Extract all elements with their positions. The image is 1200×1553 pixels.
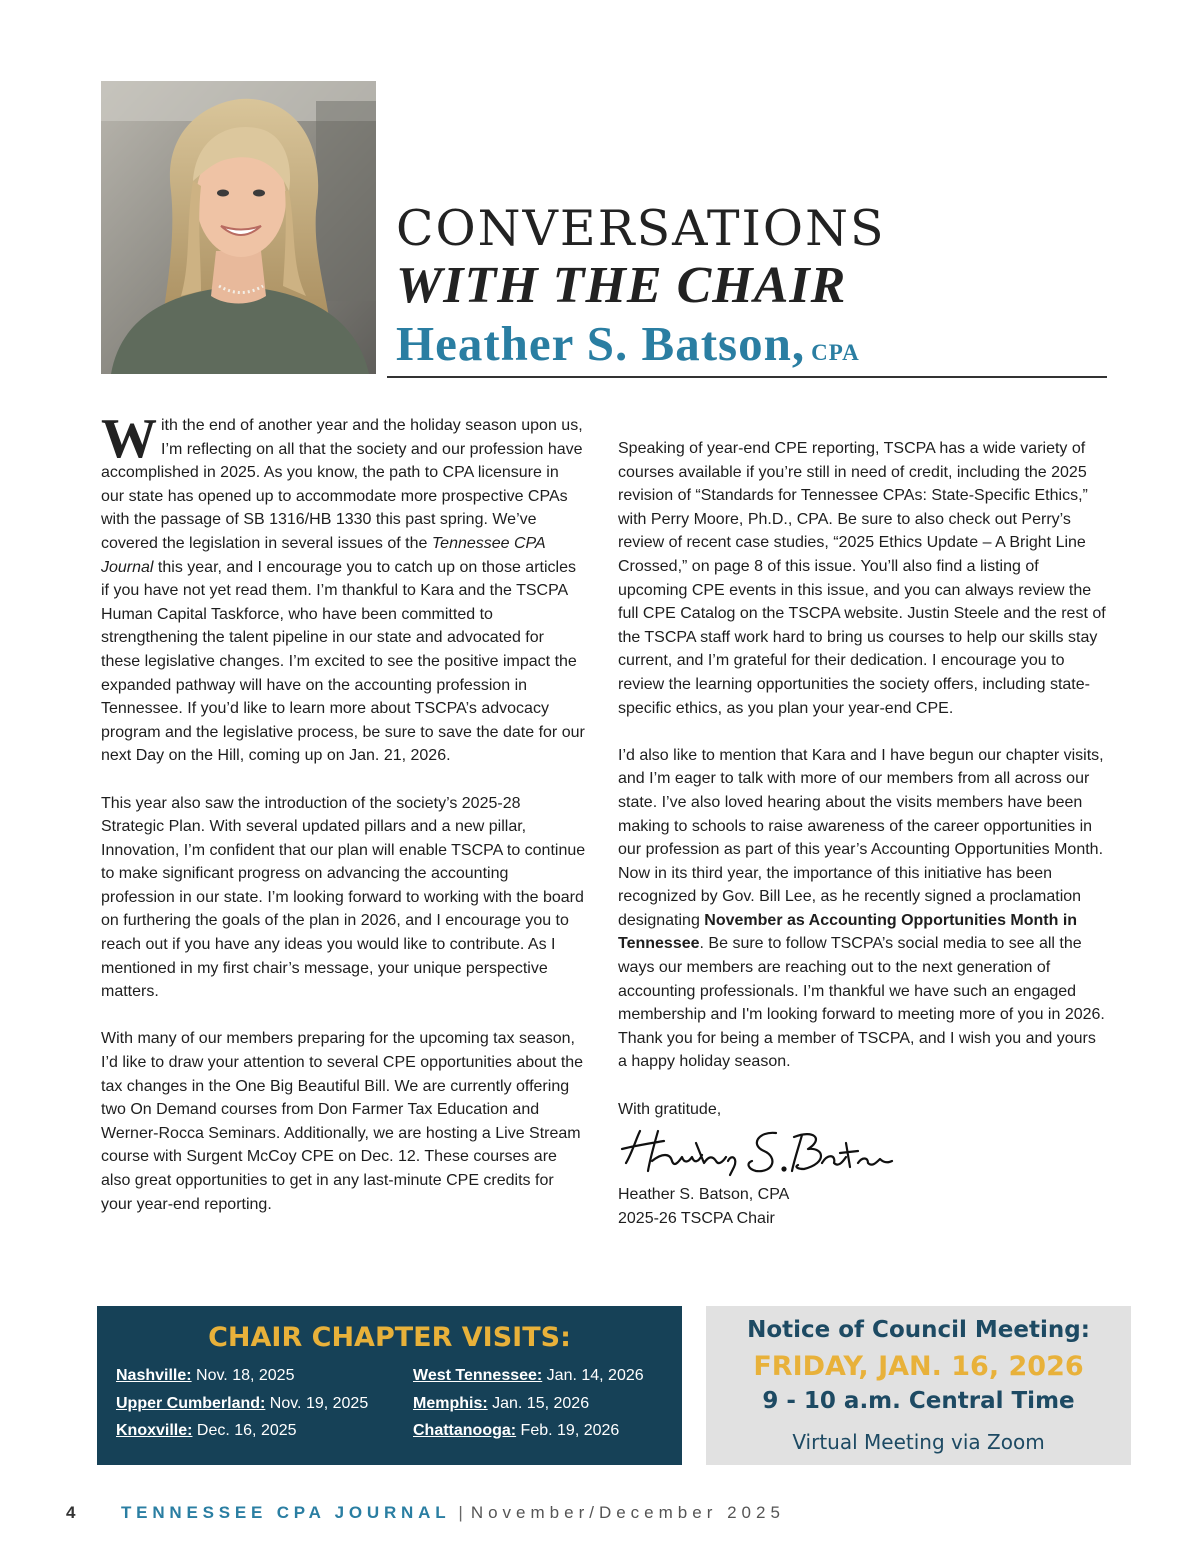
paragraph-1-text-a: ith the end of another year and the holiday season upon us, I’m reflecting on all that the society and our profession have accomplished in 2025. As you know, the path to CPA licensure in our state has opened up to accommodate more prospective CPAs with the passage of SB 1316/HB 1330 this past spring. We’ve covered the legislation in several issues of the xyxy=(101,417,583,552)
visit-item xyxy=(413,1367,644,1385)
chair-credential: CPA xyxy=(811,340,860,365)
paragraph-3: With many of our members preparing for the upcoming tax season, I’d like to draw your attention to several CPE opportunities about the tax changes in the One Big Beautiful Bill. We are currently offering two On Demand courses from Don Farmer Tax Education and Werner-Rocca Seminars. Additionally, we are hosting a Live Stream course with Surgent McCoy CPE on Dec. 12. These courses are also great opportunities to get in any last-minute CPE credits for your year-end reporting. xyxy=(101,1030,584,1213)
drop-cap: W xyxy=(101,408,157,470)
handwritten-signature xyxy=(618,1123,898,1179)
council-meeting-date: FRIDAY, JAN. 16, 2026 xyxy=(753,1351,1084,1382)
council-meeting-title: Notice of Council Meeting: xyxy=(747,1317,1090,1343)
visit-location-link[interactable]: Knoxville: xyxy=(116,1422,193,1439)
visit-location-link[interactable]: West Tennessee: xyxy=(413,1367,543,1384)
issue-date: November/December 2025 xyxy=(470,1503,785,1522)
chapter-visits-box xyxy=(97,1306,682,1465)
paragraph-5-text-b: . Be sure to follow TSCPA’s social media to see all the ways our members are reaching out to the next generation of accounting professionals. I’m thankful we have such an engaged membership and I'm looking forward to meeting more of you in 2026. Thank you for being a member of TSCPA, and I wish you and yours a happy holiday season. xyxy=(618,935,1105,1071)
title-line-with-the-chair: WITH THE CHAIR xyxy=(396,257,847,314)
visit-item xyxy=(116,1367,294,1385)
journal-name: TENNESSEE CPA JOURNAL xyxy=(121,1503,451,1522)
signer-name: Heather S. Batson, CPA xyxy=(618,1186,790,1204)
paragraph-5 xyxy=(618,744,1108,1074)
paragraph-2: This year also saw the introduction of the society’s 2025-28 Strategic Plan. With several updated pillars and a new pillar, Innovation, I’m confident that our plan will enable TSCPA to continue to make significant progress on advancing the accounting profession in our state. I’m looking forward to working with the board on furthering the goals of the plan in 2026, and I encourage you to reach out if you have any ideas you would like to contribute. As I mentioned in my first chair’s message, your unique perspective matters. xyxy=(101,794,586,1001)
page-footer xyxy=(66,1503,785,1523)
chair-name-heading xyxy=(396,314,1106,383)
journal-title-italic: Tennessee CPA Journal xyxy=(101,534,546,576)
visit-location-link[interactable]: Chattanooga: xyxy=(413,1422,517,1439)
portrait-illustration xyxy=(101,81,376,374)
paragraph-1-text-b: this year, and I encourage you to catch up on those articles if you have not yet read them. I’m thankful to Kara and the TSCPA Human Capital Taskforce, who have been committed to strengthening the talent pipeline in our state and advocated for these legislative changes. I’m excited to see the positive impact the expanded pathway will have on the accounting profession in Tennessee. If you’d like to learn more about TSCPA’s advocacy program and the legislative process, be sure to save the date for our next Day on the Hill, coming up on Jan. 21, 2026. xyxy=(101,558,585,765)
visit-date: Jan. 14, 2026 xyxy=(542,1367,644,1384)
visit-date: Nov. 19, 2025 xyxy=(265,1395,369,1412)
council-meeting-box xyxy=(706,1306,1131,1465)
accounting-month-bold: November as Accounting Opportunities Month in Tennessee xyxy=(618,911,1078,953)
chapter-visits-title: CHAIR CHAPTER VISITS: xyxy=(208,1322,571,1353)
chair-name: Heather S. Batson, xyxy=(396,316,806,371)
council-meeting-time: 9 - 10 a.m. Central Time xyxy=(762,1388,1075,1414)
visit-item xyxy=(413,1395,589,1413)
article-title-block xyxy=(396,200,1106,383)
paragraph-1 xyxy=(101,408,586,768)
closing-line: With gratitude, xyxy=(618,1100,722,1118)
title-divider xyxy=(387,376,1107,378)
title-line-conversations: CONVERSATIONS xyxy=(396,200,886,257)
signer-title: 2025-26 TSCPA Chair xyxy=(618,1209,775,1227)
body-column-right xyxy=(618,437,1108,1230)
body-column-left xyxy=(101,408,586,1240)
page-number: 4 xyxy=(66,1503,76,1522)
paragraph-4: Speaking of year-end CPE reporting, TSCPA has a wide variety of courses available if you’re still in need of credit, including the 2025 revision of “Standards for Tennessee CPAs: State-Specific Ethics,” with Perry Moore, Ph.D., CPA. Be sure to also check out Perry’s review of recent case studies, “2025 Ethics Update – A Bright Line Crossed,” on page 8 of this issue. You’ll also find a listing of upcoming CPE events in this issue, and you can always review the full CPE Catalog on the TSCPA website. Justin Steele and the rest of the TSCPA staff work hard to bring us courses to help our skills stay current, and I’m grateful for their dedication. I encourage you to review the learning opportunities the society offers, including state-specific ethics, as you plan your year-end CPE. xyxy=(618,440,1106,717)
visit-location-link[interactable]: Nashville: xyxy=(116,1367,192,1384)
visit-item xyxy=(116,1395,368,1413)
visit-item xyxy=(116,1422,297,1440)
visit-date: Feb. 19, 2026 xyxy=(516,1422,620,1439)
council-meeting-venue: Virtual Meeting via Zoom xyxy=(792,1430,1045,1454)
paragraph-5-text-a: I’d also like to mention that Kara and I have begun our chapter visits, and I’m eager to talk with more of our members from all across our state. I’ve also loved hearing about the visits members have been making to schools to raise awareness of the career opportunities in our profession as part of this year’s Accounting Opportunities Month. Now in its third year, the importance of this initiative has been recognized by Gov. Bill Lee, as he recently signed a proclamation designating xyxy=(618,746,1104,929)
visit-item xyxy=(413,1422,619,1440)
chair-portrait-photo xyxy=(101,81,376,374)
visit-date: Jan. 15, 2026 xyxy=(487,1395,590,1412)
visit-date: Nov. 18, 2025 xyxy=(191,1367,295,1384)
footer-separator: | xyxy=(458,1503,463,1522)
visit-location-link[interactable]: Upper Cumberland: xyxy=(116,1395,266,1412)
visit-date: Dec. 16, 2025 xyxy=(192,1422,297,1439)
visit-location-link[interactable]: Memphis: xyxy=(413,1395,488,1412)
